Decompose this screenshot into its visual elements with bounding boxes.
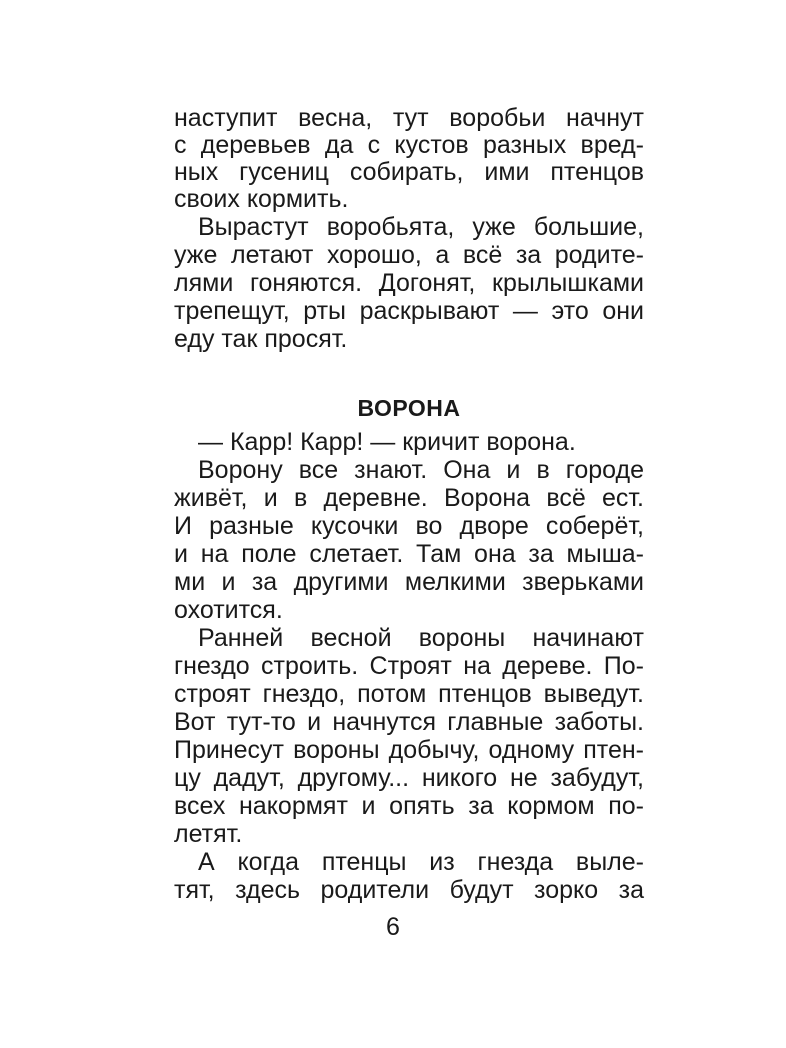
text-line: ных гусениц собирать, ими птенцов [174, 158, 644, 186]
text-line: трепещут, рты раскрывают — это они [174, 297, 644, 325]
text-line: ми и за другими мелкими зверьками [174, 568, 644, 596]
text-line: уже летают хорошо, а всё за родите- [174, 241, 644, 269]
text-line: лями гоняются. Догонят, крылышками [174, 269, 644, 297]
text-line: охотится. [174, 596, 283, 624]
text-line: наступит весна, тут воробьи начнут [174, 104, 644, 132]
text-line: живёт, и в деревне. Ворона всё ест. [174, 484, 644, 512]
text-line: всех накормят и опять за кормом по- [174, 792, 644, 820]
text-line: цу дадут, другому... никого не забудут, [174, 764, 644, 792]
text-line: А когда птенцы из гнезда выле- [198, 848, 644, 876]
page-number: 6 [386, 913, 400, 941]
text-line: — Карр! Карр! — кричит ворона. [198, 428, 576, 456]
text-line: Принесут вороны добычу, одному птен- [174, 736, 644, 764]
text-line: еду так просят. [174, 325, 348, 353]
text-line: Вот тут-то и начнутся главные заботы. [174, 708, 644, 736]
text-line: Ворону все знают. Она и в городе [198, 456, 644, 484]
text-line: Ранней весной вороны начинают [198, 624, 644, 652]
text-line: своих кормить. [174, 185, 349, 213]
text-line: с деревьев да с кустов разных вред- [174, 131, 644, 159]
section-heading: ВОРОНА [357, 395, 461, 421]
text-line: гнездо строить. Строят на дереве. По- [174, 652, 644, 680]
text-line: И разные кусочки во дворе соберёт, [174, 512, 644, 540]
text-line: строят гнездо, потом птенцов выведут. [174, 680, 644, 708]
text-line: летят. [174, 820, 243, 848]
text-line: тят, здесь родители будут зорко за [174, 876, 644, 904]
text-line: Вырастут воробьята, уже большие, [198, 213, 644, 241]
text-line: и на поле слетает. Там она за мыша- [174, 540, 644, 568]
